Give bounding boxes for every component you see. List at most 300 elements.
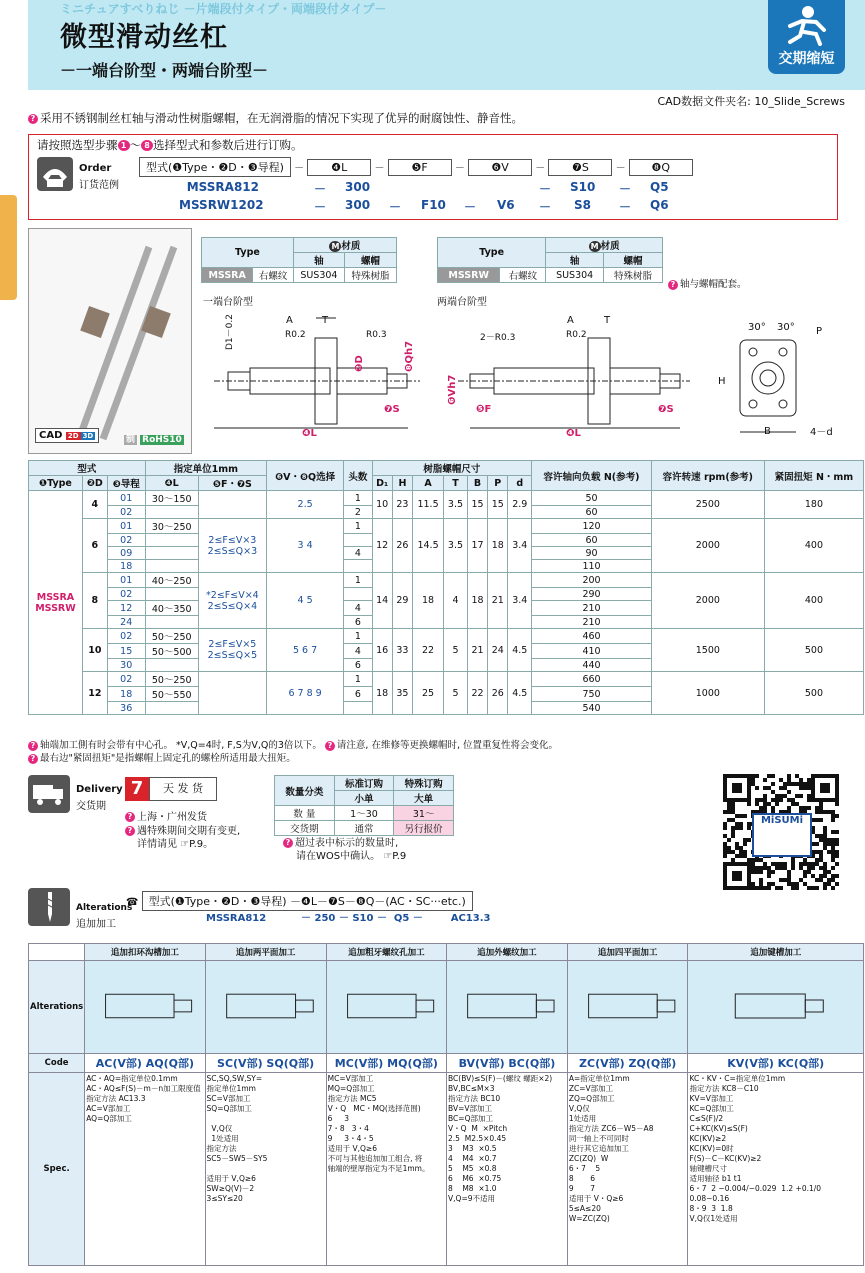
spec-cell: 4 <box>444 573 468 629</box>
param-V: ❻V <box>468 159 532 176</box>
spec-cell: 1500 <box>651 629 764 672</box>
order-example-box <box>28 134 838 220</box>
mat-a-h-type: Type <box>202 238 294 268</box>
order-row2-Q: Q6 <box>650 198 669 212</box>
spec-cell: 16 <box>372 629 392 672</box>
spec-cell: 5 <box>444 629 468 672</box>
spec-cell: 1 <box>344 672 372 687</box>
delivery-days-label: 天 发 货 <box>149 777 217 801</box>
spec-cell: 15 <box>107 644 145 659</box>
mat-w-nut: 特殊树脂 <box>604 268 663 283</box>
spec-cell <box>145 659 198 672</box>
order-formula: 型式(❶Type・❷D・❸导程) <box>139 157 291 177</box>
spec-cell: 400 <box>764 519 863 573</box>
order-label-cn: 订货范例 <box>79 180 119 191</box>
spec-cell: 30～250 <box>145 519 198 534</box>
spec-cell: 4 <box>344 644 372 659</box>
spec-cell: 6 <box>344 659 372 672</box>
order-row2-dash4: － <box>539 200 552 214</box>
order-instruction: 请按照选型步骤 1 ～ 8 选择型式和参数后进行订购。 <box>37 138 303 152</box>
mat-a-h-shaft: 轴 <box>293 253 344 268</box>
mat-w-h-nut: 螺帽 <box>604 253 663 268</box>
spec-cell: 4 <box>344 547 372 560</box>
spec-cell: 21 <box>467 629 487 672</box>
mat-w-h-type: Type <box>438 238 546 268</box>
spec-note-1: ? 轴端加工側有时会带有中心孔。 *V,Q=4时, F,S为V,Q的3倍以下。 ? 请注意, 在维修等更换螺帽时, 位置重复性将会变化。 <box>28 737 558 751</box>
dim-t-left: T <box>322 315 329 326</box>
qty-note2: 请在WOS中确认。 ☞P.9 <box>296 851 407 862</box>
material-note: ? 轴与螺帽配套。 <box>668 276 747 290</box>
spec-cell: 10 <box>372 491 392 519</box>
spec-cell: 3 4 <box>267 519 344 573</box>
spec-h2-8: T <box>444 476 468 491</box>
spec-cell: 120 <box>532 519 652 534</box>
spec-note-2: ? 最右边"紧固扭矩"是指螺帽上固定孔的螺栓所适用最大扭矩。 <box>28 750 296 764</box>
spec-row <box>29 672 864 687</box>
spec-cell <box>145 547 198 560</box>
spec-cell: 460 <box>532 629 652 644</box>
dim-d1-left: D1－0.2 <box>225 314 235 350</box>
cad-folder-name: CAD数据文件夹名: 10_Slide_Screws <box>657 95 845 108</box>
alt-figure <box>688 961 864 1054</box>
alt-code: KV(V部) KC(Q部) <box>688 1054 864 1073</box>
runner-icon <box>782 4 832 46</box>
spec-cell: 40～350 <box>145 601 198 616</box>
spec-cell: 4 <box>82 491 107 519</box>
param-F: ❺F <box>388 159 452 176</box>
period-label: 交货期 <box>275 821 335 836</box>
spec-cell: 750 <box>532 687 652 702</box>
dim-r02-left: R0.2 <box>285 330 306 340</box>
spec-cell: 3.4 <box>508 573 532 629</box>
spec-cell: 5 <box>444 672 468 715</box>
alt-spec-label: Spec. <box>29 1073 85 1266</box>
spec-h1-3: 头数 <box>344 461 372 491</box>
spec-cell: 660 <box>532 672 652 687</box>
spec-cell <box>198 491 266 519</box>
alt-row-label: Alterations <box>29 961 85 1054</box>
alt-figure <box>447 961 568 1054</box>
spec-cell: 2≤F≤V×5 2≤S≤Q×5 <box>198 629 266 672</box>
spec-cell: 14 <box>372 573 392 629</box>
delivery-label-en: Delivery <box>76 784 123 795</box>
right-drawing <box>458 338 690 428</box>
dim-deg2: 30° <box>777 322 795 333</box>
mat-a-type: MSSRA <box>202 268 253 283</box>
order-row1-dash1: － <box>314 182 327 196</box>
alt-code-label: Code <box>29 1054 85 1073</box>
spec-cell: 1 <box>344 629 372 644</box>
order-row2-dash3: － <box>464 200 477 214</box>
order-row1-dash4: － <box>539 182 552 196</box>
spec-h2-4: ❺F・❼S <box>198 476 266 491</box>
dim-d-left: ❷D <box>354 355 365 372</box>
drill-icon <box>28 888 70 926</box>
spec-h1-0: 型式 <box>29 461 146 476</box>
spec-cell: 18 <box>107 560 145 573</box>
quantity-table <box>274 775 454 836</box>
cad-label[interactable]: CAD 2D 3D <box>35 428 99 443</box>
alt-corner <box>29 944 85 961</box>
order-row2-dash5: － <box>619 200 632 214</box>
delivery-note2: ? 遇特殊期间交期有变更, <box>125 822 240 837</box>
spec-cell: 50～500 <box>145 644 198 659</box>
spec-row <box>29 629 864 644</box>
alt-code: BV(V部) BC(Q部) <box>447 1054 568 1073</box>
spec-h2-9: B <box>467 476 487 491</box>
alt-col-title: 追加两平面加工 <box>205 944 326 961</box>
param-L: ❹L <box>307 159 371 176</box>
spec-table <box>28 460 864 715</box>
product-photo <box>28 228 192 454</box>
spec-cell: 2≤F≤V×3 2≤S≤Q×3 <box>198 519 266 573</box>
spec-cell: 26 <box>392 519 412 573</box>
spec-h2-5: D₁ <box>372 476 392 491</box>
delivery-note3: 详情请见 ☞P.9。 <box>137 839 214 850</box>
intro-text: ? 采用不锈钢制丝杠轴与滑动性树脂螺帽，在无润滑脂的情况下实现了优异的耐腐蚀性、静音性。 <box>28 110 523 126</box>
spec-h1-4: 树脂螺帽尺寸 <box>372 461 532 476</box>
spec-cell: 180 <box>764 491 863 519</box>
dim-r03-left: R0.3 <box>366 330 387 340</box>
spec-cell: 14.5 <box>413 519 444 573</box>
delivery-label-cn: 交货期 <box>76 801 106 812</box>
spec-cell: 02 <box>107 506 145 519</box>
qty-h-std: 标准订购 <box>334 776 394 791</box>
spec-cell <box>145 560 198 573</box>
delivery-days: 7 <box>125 777 149 801</box>
qr-brand: MiSUMi <box>752 813 812 857</box>
spec-cell: 210 <box>532 601 652 616</box>
spec-h2-11: d <box>508 476 532 491</box>
spec-cell: MSSRA MSSRW <box>29 491 83 715</box>
spec-cell: 6 <box>344 687 372 702</box>
order-row2-F: F10 <box>421 198 446 212</box>
dim-l-left: ❹L <box>302 428 317 439</box>
spec-cell: 18 <box>107 687 145 702</box>
alt-col-title: 追加外螺纹加工 <box>447 944 568 961</box>
spec-h2-1: ❷D <box>82 476 107 491</box>
mat-w-h-mat: 材质 <box>600 241 620 252</box>
spec-cell: 21 <box>488 573 508 629</box>
qr-code[interactable] <box>722 773 840 891</box>
spec-cell: 290 <box>532 588 652 601</box>
spec-cell: 33 <box>392 629 412 672</box>
spec-cell: 4.5 <box>508 629 532 672</box>
phone-fax-icon <box>37 157 73 191</box>
spec-cell: 8 <box>82 573 107 629</box>
spec-cell: 410 <box>532 644 652 659</box>
spec-cell: 5 6 7 <box>267 629 344 672</box>
spec-cell: 18 <box>467 573 487 629</box>
alt-col-title: 追加粗牙螺纹孔加工 <box>326 944 446 961</box>
spec-cell: 40～250 <box>145 573 198 588</box>
spec-cell <box>344 560 372 573</box>
spec-cell: 540 <box>532 702 652 715</box>
spec-row <box>29 573 864 588</box>
period-large: 另行报价 <box>394 821 454 836</box>
spec-cell: 3.5 <box>444 491 468 519</box>
spec-cell: 2000 <box>651 573 764 629</box>
mat-a-shaft: SUS304 <box>293 268 344 283</box>
spec-cell <box>145 534 198 547</box>
spec-cell: 29 <box>392 573 412 629</box>
spec-cell: 1000 <box>651 672 764 715</box>
spec-h1-7: 紧固扭矩 N・mm <box>764 461 863 491</box>
spec-cell: 25 <box>413 672 444 715</box>
spec-cell: 22 <box>467 672 487 715</box>
spec-cell <box>145 506 198 519</box>
screw-image <box>29 229 191 453</box>
spec-cell: 18 <box>372 672 392 715</box>
drawing-right-title: 两端台阶型 <box>437 297 487 308</box>
dim-f-right: ❺F <box>476 404 492 415</box>
spec-cell: 4.5 <box>508 672 532 715</box>
order-row1-Q: Q5 <box>650 180 669 194</box>
spec-h2-0: ❶Type <box>29 476 83 491</box>
order-row2-V: V6 <box>497 198 515 212</box>
spec-cell: 2.9 <box>508 491 532 519</box>
alterations-table <box>28 943 864 1266</box>
badge-label: 交期缩短 <box>778 51 835 67</box>
spec-cell: 24 <box>107 616 145 629</box>
alt-code: ZC(V部) ZQ(Q部) <box>567 1054 688 1073</box>
spec-cell: 26 <box>488 672 508 715</box>
page-subtitle: －一端台阶型・两端台阶型－ <box>60 61 269 80</box>
order-formula-row: 型式(❶Type・❷D・❸导程) － ❹L － ❺F － ❻V － ❼S － ❽Q <box>139 157 693 177</box>
spec-cell <box>145 588 198 601</box>
alt-code: SC(V部) SQ(Q部) <box>205 1054 326 1073</box>
spec-cell: 2.5 <box>267 491 344 519</box>
spec-cell: 01 <box>107 519 145 534</box>
dim-r02-right: R0.2 <box>566 330 587 340</box>
spec-cell: 02 <box>107 588 145 601</box>
mat-w-type: MSSRW <box>438 268 500 283</box>
spec-h2-2: ❸导程 <box>107 476 145 491</box>
spec-cell: 500 <box>764 672 863 715</box>
spec-h2-7: A <box>413 476 444 491</box>
dim-b: B <box>764 426 771 437</box>
spec-row <box>29 491 864 506</box>
spec-cell <box>344 588 372 601</box>
mat-w-shaft: SUS304 <box>546 268 604 283</box>
spec-cell: 50～250 <box>145 629 198 644</box>
period-small: 通常 <box>334 821 394 836</box>
spec-cell: 11.5 <box>413 491 444 519</box>
order-label-en: Order <box>79 163 112 174</box>
spec-cell <box>344 534 372 547</box>
spec-cell: 4 <box>344 601 372 616</box>
flange-view <box>740 340 796 432</box>
spec-h2-6: H <box>392 476 412 491</box>
alt-code: MC(V部) MQ(Q部) <box>326 1054 446 1073</box>
dim-s-right: ❼S <box>658 404 674 415</box>
spec-cell: 02 <box>107 534 145 547</box>
dim-4d: 4－d <box>810 427 833 438</box>
spec-cell: 4 5 <box>267 573 344 629</box>
delivery-note1: ? 上海・广州发货 <box>125 808 207 823</box>
spec-cell: 2 <box>344 506 372 519</box>
qty-note1: ? 超过表中标示的数量时, <box>283 834 398 849</box>
dim-a-left: A <box>286 315 293 326</box>
spec-h1-2: ❻V・❽Q选择 <box>267 461 344 491</box>
spec-cell: 15 <box>467 491 487 519</box>
order-row1-S: S10 <box>570 180 596 194</box>
spec-cell: 3.5 <box>444 519 468 573</box>
spec-cell: 110 <box>532 560 652 573</box>
dim-a-right: A <box>567 315 574 326</box>
spec-cell <box>344 702 372 715</box>
param-Q: ❽Q <box>629 159 693 176</box>
alt-spec: AC・AQ=指定单位0.1mm AC・AQ≤F(S)－m－n加工限度值 指定方法 AC13.3 AC=V部加工 AQ=Q部加工 <box>85 1073 205 1266</box>
order-row2-S: S8 <box>574 198 591 212</box>
spec-cell: 10 <box>82 629 107 672</box>
spec-cell: 12 <box>107 601 145 616</box>
spec-cell: 12 <box>82 672 107 715</box>
alt-formula: ☎ 型式(❶Type・❷D・❸导程) －❹L－❼S－❽Q－(AC・SC···etc.) <box>126 891 473 911</box>
alt-spec: MC=V部加工 MQ=Q部加工 指定方法 MC5 V・Q MC・MQ(选择范围) 6 3 7・8 3・4 9 3・4・5 适用于 V,Q≥6 不可与其他追加加工组合, 将 轴端的壁厚指定为不足1mm。 <box>326 1073 446 1266</box>
alt-col-title: 追加键槽加工 <box>688 944 864 961</box>
drawing-left-title: 一端台阶型 <box>203 297 253 308</box>
alt-figure <box>326 961 446 1054</box>
spec-cell: 1 <box>344 573 372 588</box>
alt-spec: KC・KV・C=指定单位1mm 指定方法 KC8－C10 KV=V部加工 KC=Q部加工 C≤S(F)/2 C+KC(KV)≤S(F) KC(KV)≥2 KC(KV)=0时 F(S)－C－KC(KV)≥2 轴键槽尺寸 适用轴径 b1 t1 6・7 2 −0.004/−0.029 1.2 +0.1/0 0.08~0.16 8・9 3 1.8 V,Q仅1处适用 <box>688 1073 864 1266</box>
dim-p: P <box>816 326 823 337</box>
order-row1-type: MSSRA812 <box>186 180 259 194</box>
order-row2-dash2: － <box>389 200 402 214</box>
spec-cell: 01 <box>107 573 145 588</box>
spec-cell: 50 <box>532 491 652 506</box>
rohs-label: 制 RoHS10 <box>126 435 182 445</box>
alt-figure <box>85 961 205 1054</box>
spec-cell: 90 <box>532 547 652 560</box>
alt-spec: A=指定单位1mm ZC=V部加工 ZQ=Q部加工 V,Q仅 1处适用 指定方法 ZC6－W5－A8 同一轴上不可同时 进行其它追加加工 ZC(ZQ) W 6・7 5 8 6 9 7 适用于 V・Q≥6 5≤A≤20 W=ZC(ZQ) <box>567 1073 688 1266</box>
mat-a-nut: 特殊树脂 <box>344 268 396 283</box>
spec-cell <box>198 672 266 715</box>
spec-cell: 18 <box>488 519 508 573</box>
qty-small: 1～30 <box>334 806 394 821</box>
truck-icon <box>28 775 70 813</box>
order-row1-dash5: － <box>619 182 632 196</box>
spec-cell: 18 <box>413 573 444 629</box>
spec-cell: 02 <box>107 672 145 687</box>
spec-cell: 15 <box>488 491 508 519</box>
dim-s-left: ❼S <box>384 404 400 415</box>
spec-cell: 3.4 <box>508 519 532 573</box>
header-subtitle-jp: ミニチュアすべりねじ －片端段付タイプ・両端段付タイプ－ <box>60 2 387 16</box>
qty-large: 31～ <box>394 806 454 821</box>
qty-label: 数 量 <box>275 806 335 821</box>
spec-cell: 6 <box>344 616 372 629</box>
spec-cell: 22 <box>413 629 444 672</box>
spec-cell: 24 <box>488 629 508 672</box>
spec-row <box>29 519 864 534</box>
side-index-tab[interactable] <box>0 195 17 300</box>
order-row1-L: 300 <box>345 180 371 194</box>
spec-cell: 2000 <box>651 519 764 573</box>
material-table-w: Type M 材质 轴 螺帽 MSSRW 右螺纹 SUS304 特殊树脂 <box>437 237 663 283</box>
tip-icon: ? <box>28 114 38 124</box>
spec-cell: 440 <box>532 659 652 672</box>
spec-cell: 35 <box>392 672 412 715</box>
spec-cell: *2≤F≤V×4 2≤S≤Q×4 <box>198 573 266 629</box>
alt-figure <box>205 961 326 1054</box>
spec-cell: 02 <box>107 629 145 644</box>
spec-cell: 30～150 <box>145 491 198 506</box>
qty-h-large: 大单 <box>394 791 454 806</box>
dim-t-right: T <box>604 315 611 326</box>
spec-h1-6: 容许转速 rpm(参考) <box>651 461 764 491</box>
alt-spec: SC,SQ,SW,SY= 指定单位1mm SC=V部加工 SQ=Q部加工 V,Q仅 1处适用 指定方法 SC5－SW5－SY5 适用于 V,Q≥6 SW≥Q(V)－2 3≤SY≤20 <box>205 1073 326 1266</box>
dim-q-left: ❽Qh7 <box>404 340 415 372</box>
qty-h-class: 数量分类 <box>275 776 335 806</box>
spec-cell <box>145 616 198 629</box>
spec-h1-5: 容许轴向负载 N(参考) <box>532 461 652 491</box>
spec-cell: 17 <box>467 519 487 573</box>
short-delivery-badge <box>768 0 845 74</box>
spec-cell: 200 <box>532 573 652 588</box>
alt-label-cn: 追加加工 <box>76 919 116 930</box>
alt-label-en: Alterations <box>76 903 133 913</box>
alt-figure <box>567 961 688 1054</box>
spec-cell: 6 7 8 9 <box>267 672 344 715</box>
spec-cell: 6 <box>82 519 107 573</box>
spec-cell: 60 <box>532 506 652 519</box>
dim-h: H <box>718 376 726 387</box>
dim-deg1: 30° <box>748 322 766 333</box>
spec-cell: 50～550 <box>145 687 198 702</box>
material-table-a: Type M 材质 轴 螺帽 MSSRA 右螺纹 SUS304 特殊树脂 <box>201 237 397 283</box>
spec-cell: 50～250 <box>145 672 198 687</box>
qty-h-small: 小单 <box>334 791 394 806</box>
spec-cell: 2500 <box>651 491 764 519</box>
spec-h1-1: 指定单位1mm <box>145 461 266 476</box>
alt-col-title: 追加四平面加工 <box>567 944 688 961</box>
spec-h2-3: ❹L <box>145 476 198 491</box>
order-row2-dash1: － <box>314 200 327 214</box>
alt-col-title: 追加扣环沟槽加工 <box>85 944 205 961</box>
page-title: 微型滑动丝杠 <box>60 22 228 53</box>
dim-v-right: ❻Vh7 <box>447 374 458 405</box>
qty-h-special: 特殊订购 <box>394 776 454 791</box>
spec-cell: 1 <box>344 519 372 534</box>
spec-cell: 12 <box>372 519 392 573</box>
spec-cell: 23 <box>392 491 412 519</box>
dim-r03b-right: 2－R0.3 <box>480 333 516 343</box>
spec-cell: 09 <box>107 547 145 560</box>
order-row2-L: 300 <box>345 198 371 212</box>
mat-w-h-shaft: 轴 <box>546 253 604 268</box>
spec-cell: 500 <box>764 629 863 672</box>
alt-spec: BC(BV)≤S(F)－(螺纹 螺距×2) BV,BC≤M×3 指定方法 BC10 BV=V部加工 BC=Q部加工 V・Q M ×Pitch 2.5 M2.5×0.45 3 M3 ×0.5 4 M4 ×0.7 5 M5 ×0.8 6 M6 ×0.75 8 M8 ×1.0 V,Q=9不适用 <box>447 1073 568 1266</box>
spec-cell: 01 <box>107 491 145 506</box>
dim-l-right: ❹L <box>566 428 581 439</box>
alt-code: AC(V部) AQ(Q部) <box>85 1054 205 1073</box>
mat-w-thread: 右螺纹 <box>500 268 546 283</box>
mat-a-thread: 右螺纹 <box>253 268 294 283</box>
spec-h2-10: P <box>488 476 508 491</box>
spec-cell: 400 <box>764 573 863 629</box>
mat-a-h-nut: 螺帽 <box>344 253 396 268</box>
alt-example: MSSRA812 － 250 － S10 － Q5 － AC13.3 <box>206 913 491 924</box>
order-row2-type: MSSRW1202 <box>179 198 264 212</box>
spec-cell: 1 <box>344 491 372 506</box>
spec-cell <box>145 702 198 715</box>
param-S: ❼S <box>548 159 612 176</box>
spec-cell: 30 <box>107 659 145 672</box>
mat-a-h-mat: 材质 <box>341 241 361 252</box>
spec-cell: 210 <box>532 616 652 629</box>
spec-cell: 60 <box>532 534 652 547</box>
